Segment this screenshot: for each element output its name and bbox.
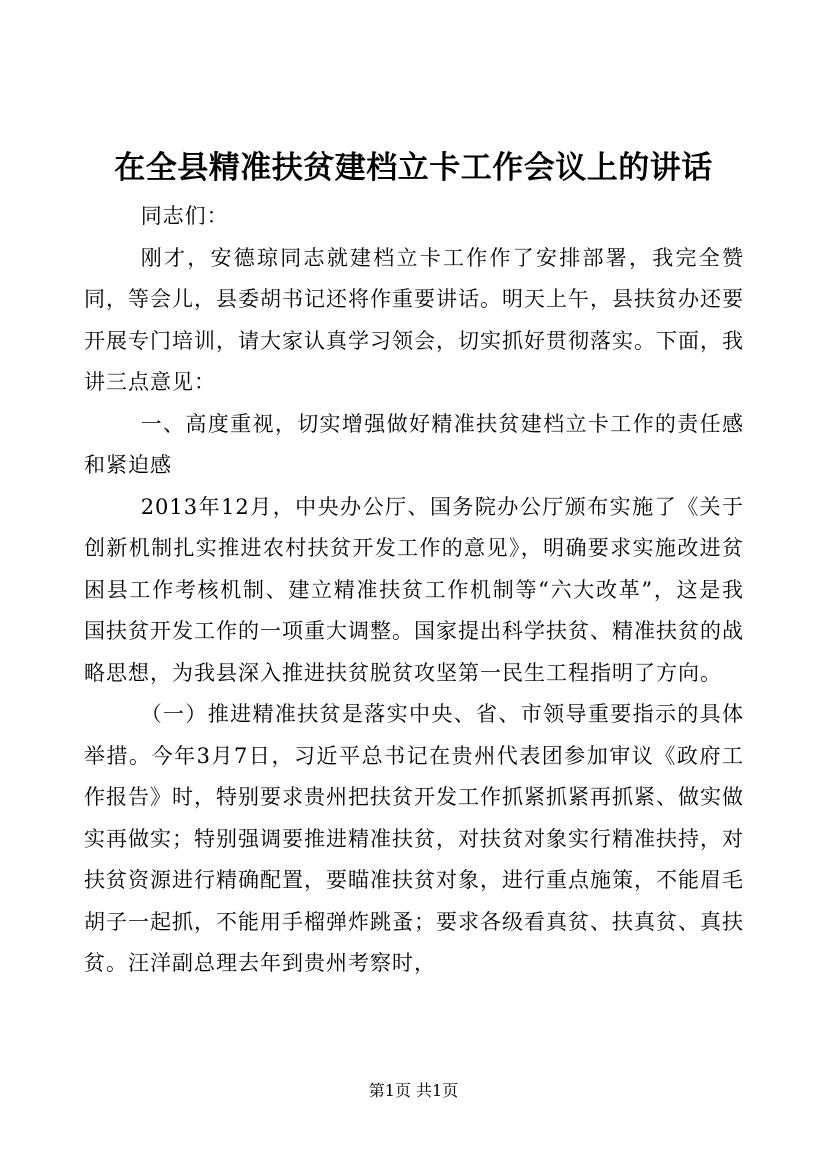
page-number-footer: 第1页 共1页 (368, 1081, 459, 1100)
subsection-paragraph: （一）推进精准扶贫是落实中央、省、市领导重要指示的具体举措。今年3月7日，习近平总书记在贵州代表团参加审议《政府工作报告》时，特别要求贵州把扶贫开发工作抓紧抓紧再抓紧、做实做实再做实；特别强调要推进精准扶贫，对扶贫对象实行精准扶持，对扶贫资源进行精确配置，要瞄准扶贫对象，进行重点施策，不能眉毛胡子一起抓，不能用手榴弹炸跳蚤；要求各级看真贫、扶真贫、真扶贫。汪洋副总理去年到贵州考察时， (84, 702, 744, 975)
document-title: 在全县精准扶贫建档立卡工作会议上的讲话 (114, 150, 713, 186)
document-body (84, 196, 744, 985)
intro-paragraph: 刚才，安德琼同志就建档立卡工作作了安排部署，我完全赞同，等会儿，县委胡书记还将作重要讲话。明天上午，县扶贫办还要开展专门培训，请大家认真学习领会，切实抓好贯彻落实。下面，我讲三点意见： (84, 245, 744, 394)
section-heading-paragraph: 一、高度重视，切实增强做好精准扶贫建档立卡工作的责任感和紧迫感 (84, 411, 744, 477)
background-paragraph: 2013年12月，中央办公厅、国务院办公厅颁布实施了《关于创新机制扎实推进农村扶贫开发工作的意见》，明确要求实施改进贫困县工作考核机制、建立精准扶贫工作机制等“六大改革”，这是我国扶贫开发工作的一项重大调整。国家提出科学扶贫、精准扶贫的战略思想，为我县深入推进扶贫脱贫攻坚第一民生工程指明了方向。 (84, 494, 744, 685)
salutation-paragraph: 同志们： (140, 204, 229, 228)
